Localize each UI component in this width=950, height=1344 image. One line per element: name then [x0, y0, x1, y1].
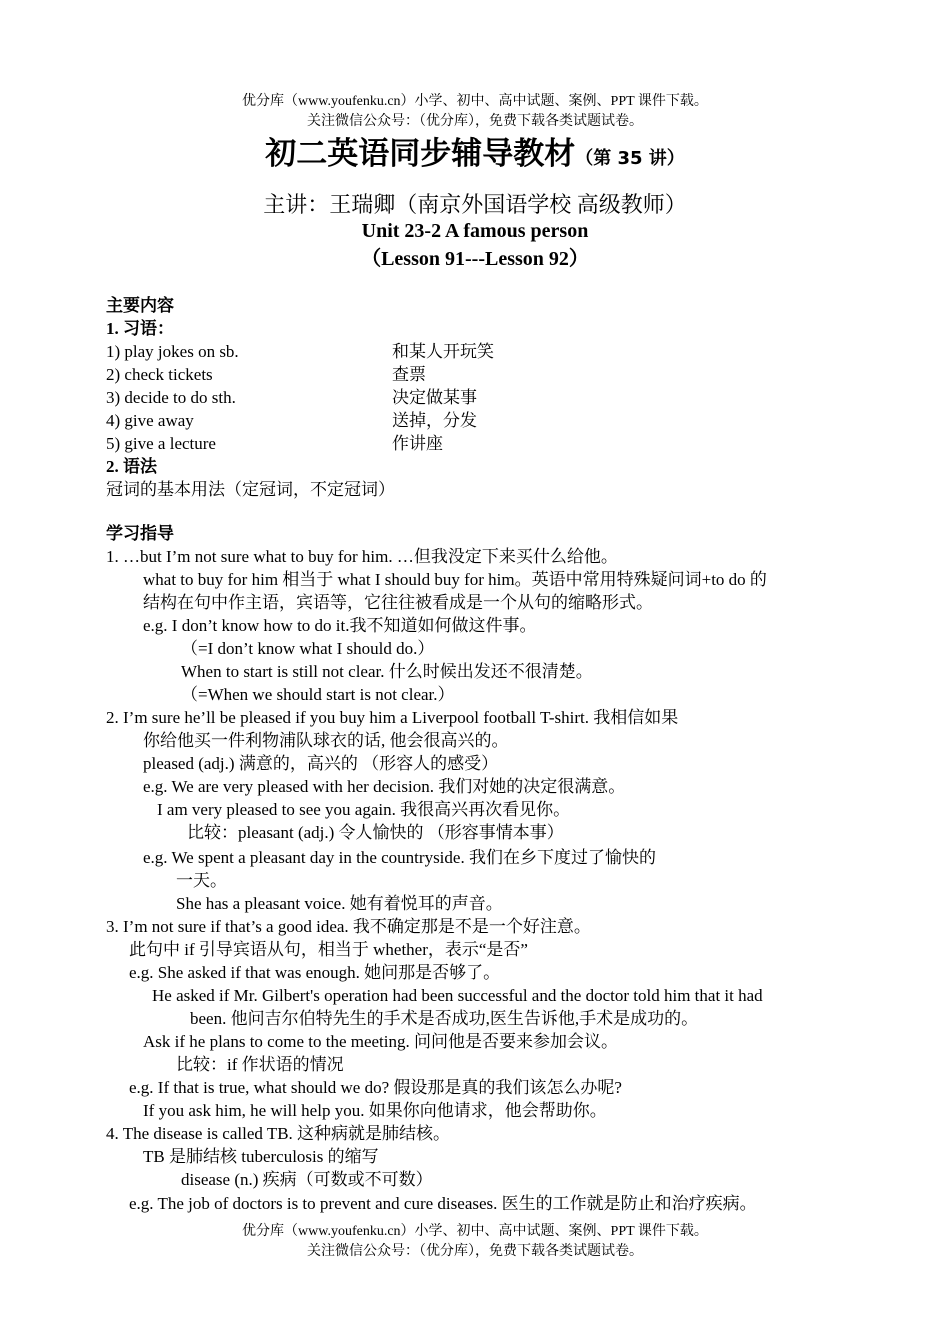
guide-line: I am very pleased to see you again. 我很高兴再次看见你。	[157, 800, 571, 819]
guide-line: e.g. She asked if that was enough. 她问那是否够了。	[129, 963, 501, 982]
idiom-en: 4) give away	[106, 411, 194, 430]
unit-title: Unit 23-2 A famous person	[361, 220, 589, 242]
guide-line: pleased (adj.) 满意的，高兴的 （形容人的感受）	[143, 754, 499, 773]
guide-line: 2. I’m sure he’ll be pleased if you buy him a Liverpool football T-shirt. 我相信如果	[106, 708, 679, 727]
guide-line: 你给他买一件利物浦队球衣的话, 他会很高兴的。	[143, 731, 509, 750]
guide-line: （=When we should start is not clear.）	[181, 685, 455, 704]
title-main: 初二英语同步辅导教材	[265, 136, 576, 172]
guide-line: Ask if he plans to come to the meeting. 问问他是否要来参加会议。	[143, 1032, 618, 1051]
idiom-en: 2) check tickets	[106, 365, 213, 384]
section-heading-main-content: 主要内容	[106, 296, 174, 315]
footer-line-2: 关注微信公众号：（优分库），免费下载各类试题试卷。	[307, 1244, 643, 1259]
idioms-heading: 1. 习语：	[106, 319, 174, 338]
guide-line: When to start is still not clear. 什么时候出发还不很清楚。	[181, 662, 593, 681]
guide-line: 结构在句中作主语，宾语等，它往往被看成是一个从句的缩略形式。	[143, 593, 653, 612]
guide-line: e.g. I don’t know how to do it.我不知道如何做这件事。	[143, 616, 537, 635]
guide-line: If you ask him, he will help you. 如果你向他请求，他会帮助你。	[143, 1101, 607, 1120]
guide-line: 1. …but I’m not sure what to buy for him. …但我没定下来买什么给他。	[106, 547, 618, 566]
title-lecture: （第 35 讲）	[575, 148, 685, 169]
guide-line: e.g. The job of doctors is to prevent and cure diseases. 医生的工作就是防止和治疗疾病。	[129, 1194, 757, 1213]
guide-line: 一天。	[176, 871, 227, 890]
guide-line: 此句中 if 引导宾语从句，相当于 whether，表示“是否”	[129, 940, 528, 959]
idiom-zh: 送掉，分发	[392, 411, 477, 430]
guide-line: 3. I’m not sure if that’s a good idea. 我不确定那是不是一个好注意。	[106, 917, 591, 936]
header-line-2: 关注微信公众号：（优分库），免费下载各类试题试卷。	[307, 114, 643, 129]
header-line-1: 优分库（www.youfenku.cn）小学、初中、高中试题、案例、PPT 课件下载。	[242, 94, 708, 109]
guide-line: e.g. If that is true, what should we do? 假设那是真的我们该怎么办呢?	[129, 1078, 622, 1097]
guide-line: e.g. We are very pleased with her decision. 我们对她的决定很满意。	[143, 777, 626, 796]
guide-line: 4. The disease is called TB. 这种病就是肺结核。	[106, 1124, 451, 1143]
guide-line: 比较：if 作状语的情况	[176, 1055, 344, 1074]
idiom-zh: 和某人开玩笑	[392, 342, 494, 361]
idiom-zh: 决定做某事	[392, 388, 477, 407]
guide-line: what to buy for him 相当于 what I should buy for him。英语中常用特殊疑问词+to do 的	[143, 570, 767, 589]
guide-line: TB 是肺结核 tuberculosis 的缩写	[143, 1147, 379, 1166]
grammar-heading: 2. 语法	[106, 457, 157, 476]
section-heading-study-guide: 学习指导	[106, 524, 174, 543]
footer-line-1: 优分库（www.youfenku.cn）小学、初中、高中试题、案例、PPT 课件下载。	[242, 1224, 708, 1239]
guide-line: been. 他问吉尔伯特先生的手术是否成功,医生告诉他,手术是成功的。	[190, 1009, 699, 1028]
guide-line: He asked if Mr. Gilbert's operation had been successful and the doctor told him that it had	[152, 986, 763, 1005]
idiom-en: 1) play jokes on sb.	[106, 342, 239, 361]
guide-line: e.g. We spent a pleasant day in the countryside. 我们在乡下度过了愉快的	[143, 848, 656, 867]
guide-line: 比较：pleasant (adj.) 令人愉快的 （形容事情本事）	[187, 823, 564, 842]
idiom-en: 5) give a lecture	[106, 434, 216, 453]
lesson-range: （Lesson 91---Lesson 92）	[361, 248, 589, 270]
guide-line: She has a pleasant voice. 她有着悦耳的声音。	[176, 894, 503, 913]
grammar-text: 冠词的基本用法（定冠词，不定冠词）	[106, 480, 395, 499]
idiom-en: 3) decide to do sth.	[106, 388, 236, 407]
idiom-zh: 查票	[392, 365, 426, 384]
document-title	[0, 134, 950, 179]
guide-line: （=I don’t know what I should do.）	[181, 639, 435, 658]
lecturer-subtitle: 主讲：王瑞卿（南京外国语学校 高级教师）	[263, 192, 687, 217]
idiom-zh: 作讲座	[392, 434, 443, 453]
guide-line: disease (n.) 疾病（可数或不可数）	[181, 1170, 433, 1189]
